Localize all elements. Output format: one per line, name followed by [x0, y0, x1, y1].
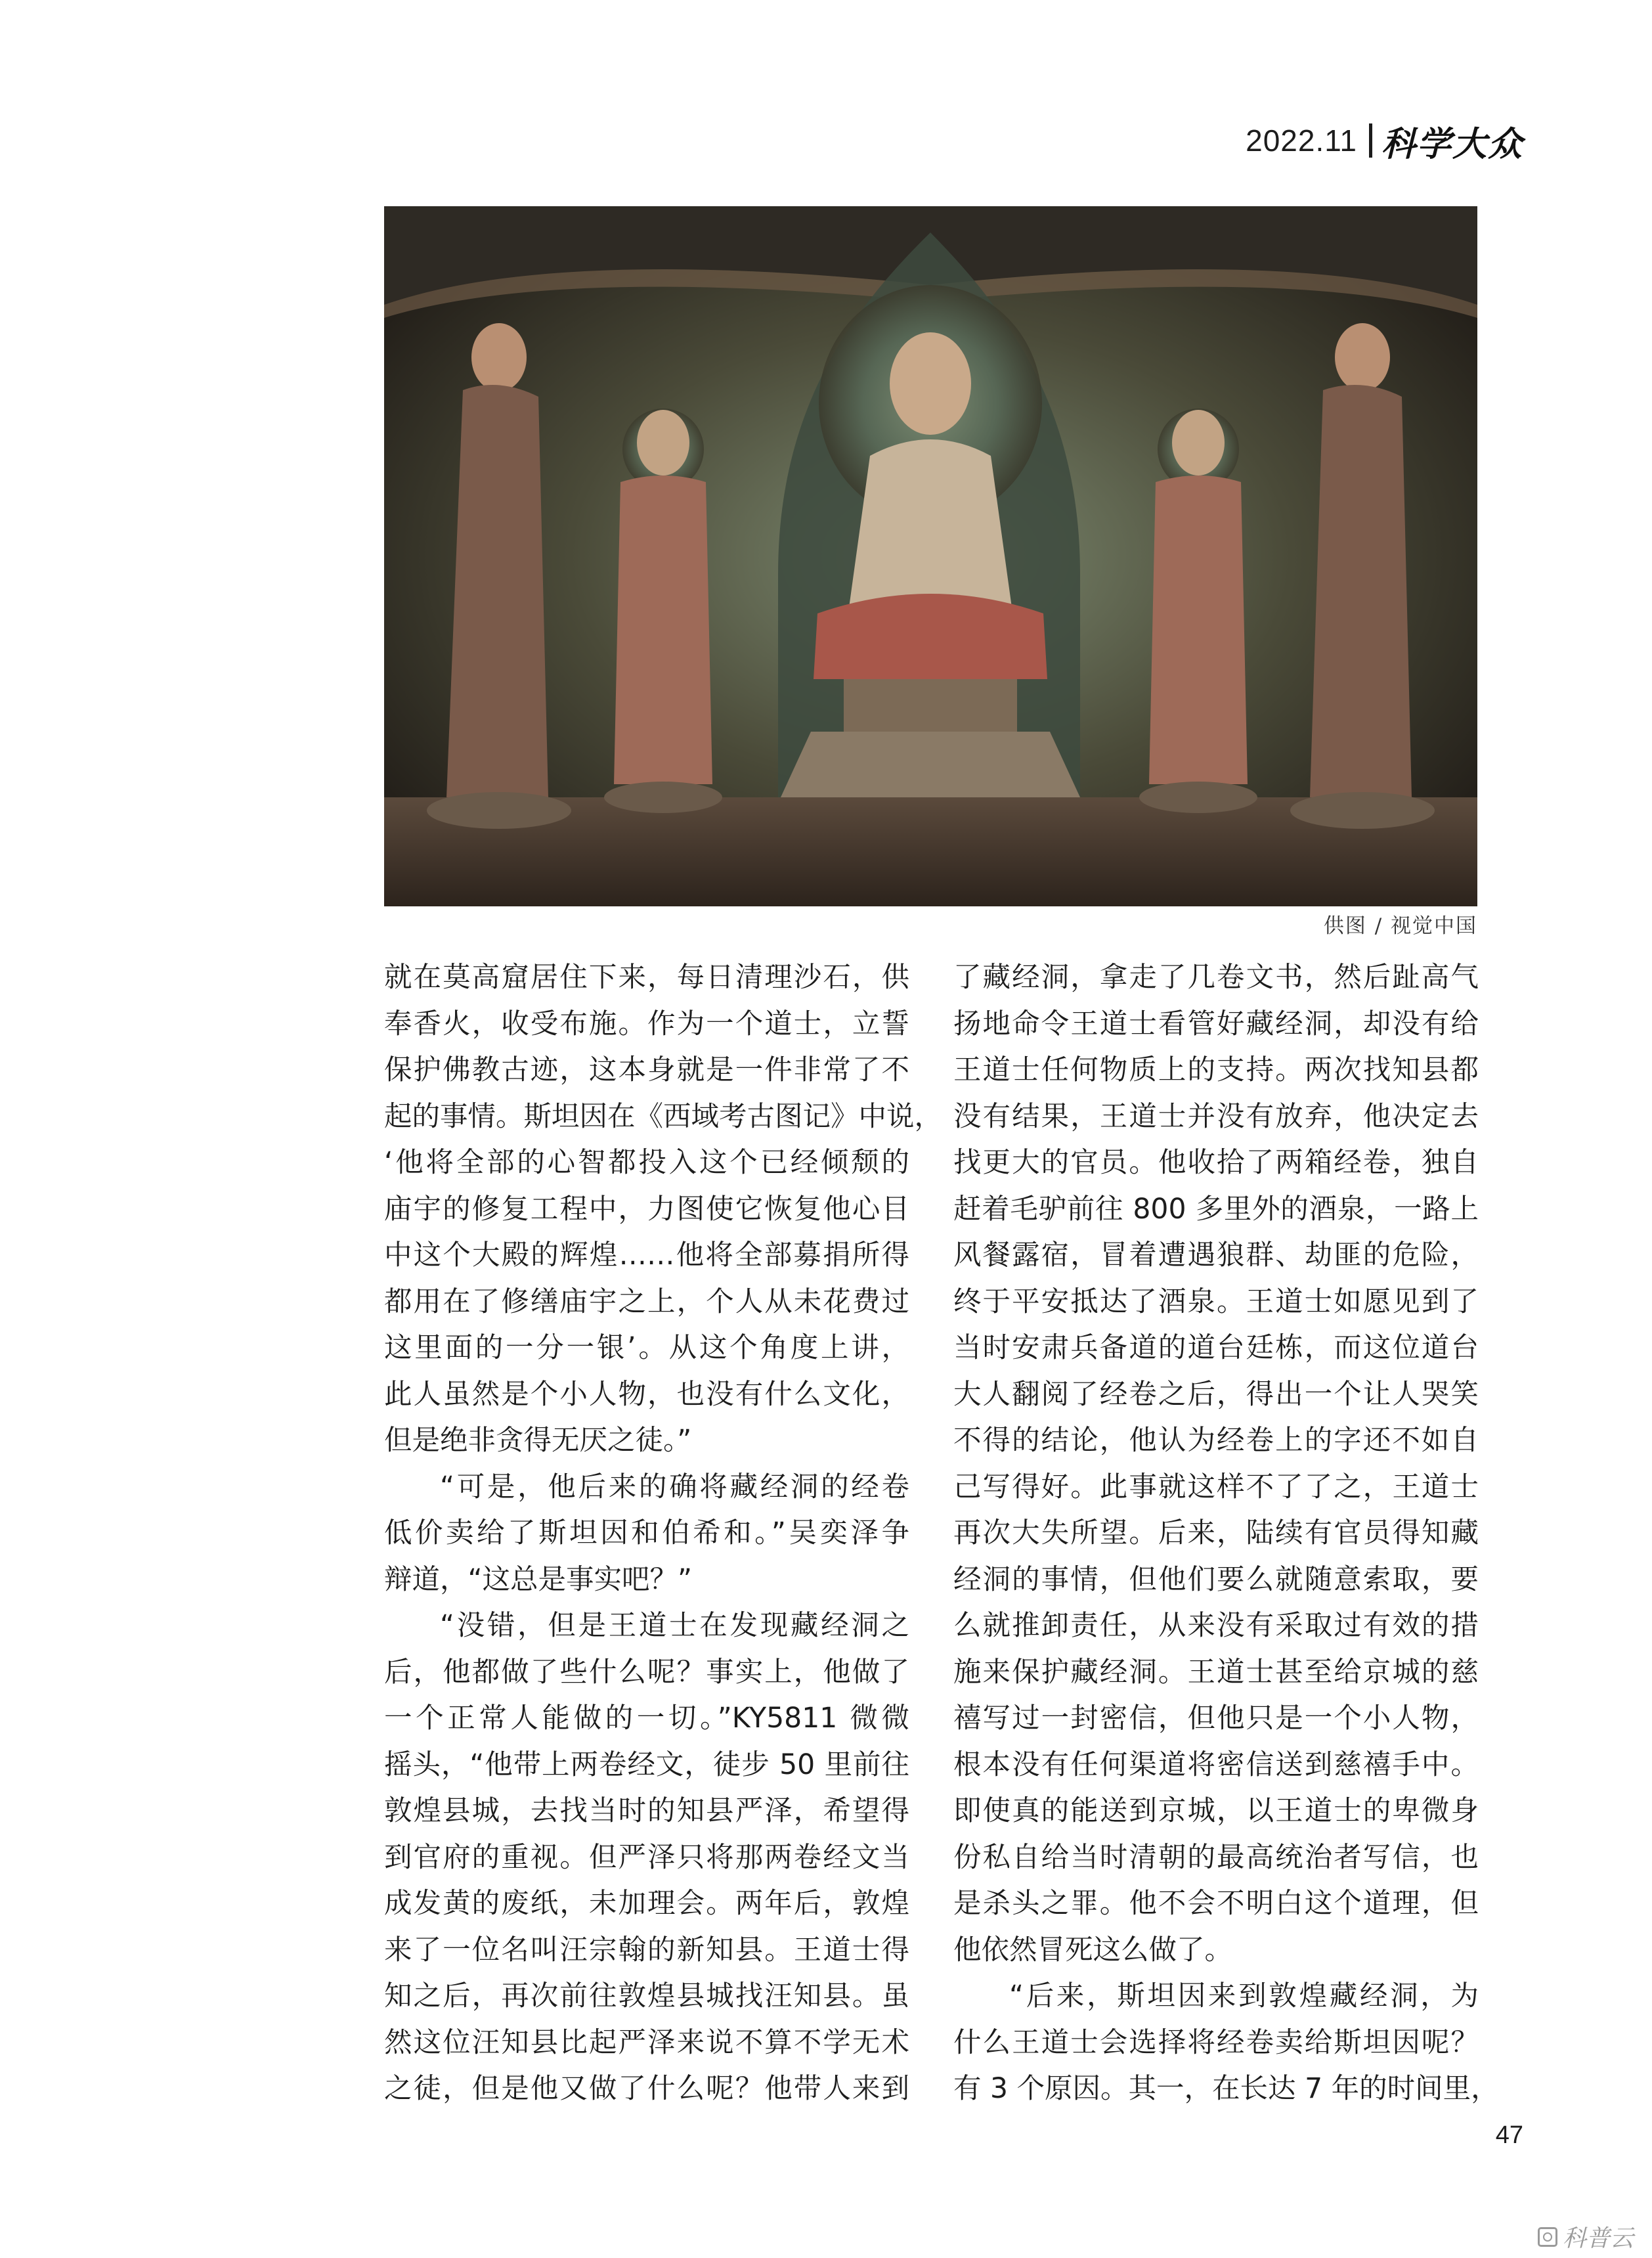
text-line: 来了一位名叫汪宗翰的新知县。王道士得: [384, 1934, 909, 1966]
text-line: 赶着毛驴前往 800 多里外的酒泉，一路上: [953, 1193, 1479, 1226]
text-line: 知之后，再次前往敦煌县城找汪知县。虽: [384, 1980, 909, 2012]
text-line: 份私自给当时清朝的最高统治者写信，也: [953, 1841, 1479, 1874]
text-line: 当时安肃兵备道的道台廷栋，而这位道台: [953, 1332, 1479, 1364]
text-line: “后来，斯坦因来到敦煌藏经洞，为: [1009, 1980, 1479, 2012]
header-divider: [1369, 123, 1372, 158]
text-line: 这里面的一分一银’。从这个角度上讲，: [384, 1332, 909, 1364]
text-line: 什么王道士会选择将经卷卖给斯坦因呢？: [953, 2026, 1479, 2059]
text-line: 保护佛教古迹，这本身就是一件非常了不: [384, 1054, 909, 1086]
issue-date: 2022.11: [1246, 123, 1357, 158]
text-line: 但是绝非贪得无厌之徒。”: [384, 1425, 692, 1457]
text-line: 终于平安抵达了酒泉。王道士如愿见到了: [953, 1285, 1479, 1318]
text-line: 都用在了修缮庙宇之上，个人从未花费过: [384, 1285, 909, 1318]
text-line: 再次大失所望。后来，陆续有官员得知藏: [953, 1517, 1479, 1549]
text-line: 不得的结论，他认为经卷上的字还不如自: [953, 1425, 1479, 1457]
text-line: 低价卖给了斯坦因和伯希和。”吴奕泽争: [384, 1517, 909, 1549]
text-line: “可是，他后来的确将藏经洞的经卷: [440, 1471, 909, 1503]
text-line: 起的事情。斯坦因在《西域考古图记》中说，: [384, 1100, 943, 1133]
text-line: 找更大的官员。他收拾了两箱经卷，独自: [953, 1147, 1479, 1179]
text-line: 了藏经洞，拿走了几卷文书，然后趾高气: [953, 962, 1479, 994]
text-line: 他依然冒死这么做了。: [953, 1934, 1233, 1966]
text-line: 然这位汪知县比起严泽来说不算不学无术: [384, 2026, 909, 2059]
text-line: 摇头，“他带上两卷经文，徒步 50 里前往: [384, 1748, 909, 1781]
text-line: 奉香火，收受布施。作为一个道士，立誓: [384, 1007, 909, 1040]
text-line: 有 3 个原因。其一，在长达 7 年的时间里，: [953, 2073, 1499, 2105]
text-line: 庙宇的修复工程中，力图使它恢复他心目: [384, 1193, 909, 1226]
watermark-text: 科普云: [1562, 2225, 1634, 2252]
text-line: 就在莫高窟居住下来，每日清理沙石，供: [384, 962, 909, 994]
text-line: 大人翻阅了经卷之后，得出一个让人哭笑: [953, 1378, 1479, 1411]
text-line: 一个正常人能做的一切。”KY5811 微微: [384, 1702, 909, 1735]
text-line: 中这个大殿的辉煌……他将全部募捐所得: [384, 1239, 909, 1272]
text-line: 没有结果，王道士并没有放弃，他决定去: [953, 1100, 1479, 1133]
text-line: 经洞的事情，但他们要么就随意索取，要: [953, 1563, 1479, 1596]
text-line: 根本没有任何渠道将密信送到慈禧手中。: [953, 1748, 1479, 1781]
text-line: 己写得好。此事就这样不了了之，王道士: [953, 1471, 1479, 1503]
page-header: [1246, 117, 1523, 164]
text-line: “没错，但是王道士在发现藏经洞之: [440, 1610, 909, 1642]
text-line: 之徒，但是他又做了什么呢？他带人来到: [384, 2073, 909, 2105]
text-line: ‘他将全部的心智都投入这个已经倾颓的: [384, 1147, 909, 1179]
page-number: 47: [1495, 2121, 1523, 2149]
left-column-text: [384, 955, 943, 2113]
text-line: 风餐露宿，冒着遭遇狼群、劫匪的危险，: [953, 1239, 1479, 1272]
text-line: 成发黄的废纸，未加理会。两年后，敦煌: [384, 1888, 909, 1920]
text-line: 扬地命令王道士看管好藏经洞，却没有给: [953, 1007, 1479, 1040]
text-line: 后，他都做了些什么呢？事实上，他做了: [384, 1656, 909, 1689]
magazine-logo: 科学大众: [1381, 123, 1523, 164]
text-line: 敦煌县城，去找当时的知县严泽，希望得: [384, 1795, 909, 1827]
text-line: 是杀头之罪。他不会不明白这个道理，但: [953, 1888, 1479, 1920]
text-line: 即使真的能送到京城，以王道士的卑微身: [953, 1795, 1479, 1827]
text-line: 禧写过一封密信，但他只是一个小人物，: [953, 1702, 1479, 1735]
watermark: [1538, 2220, 1634, 2253]
text-line: 王道士任何物质上的支持。两次找知县都: [953, 1054, 1479, 1086]
grotto-statues-photo: [384, 206, 1477, 906]
watermark-icon: [1538, 2227, 1557, 2247]
right-column-text: [953, 955, 1499, 2113]
text-line: 到官府的重视。但严泽只将那两卷经文当: [384, 1841, 909, 1874]
text-line: 施来保护藏经洞。王道士甚至给京城的慈: [953, 1656, 1479, 1689]
photo-credit: 供图 / 视觉中国: [1323, 914, 1477, 938]
text-line: 辩道，“这总是事实吧？”: [384, 1563, 693, 1596]
text-line: 此人虽然是个小人物，也没有什么文化，: [384, 1378, 909, 1411]
text-line: 么就推卸责任，从来没有采取过有效的措: [953, 1610, 1479, 1642]
